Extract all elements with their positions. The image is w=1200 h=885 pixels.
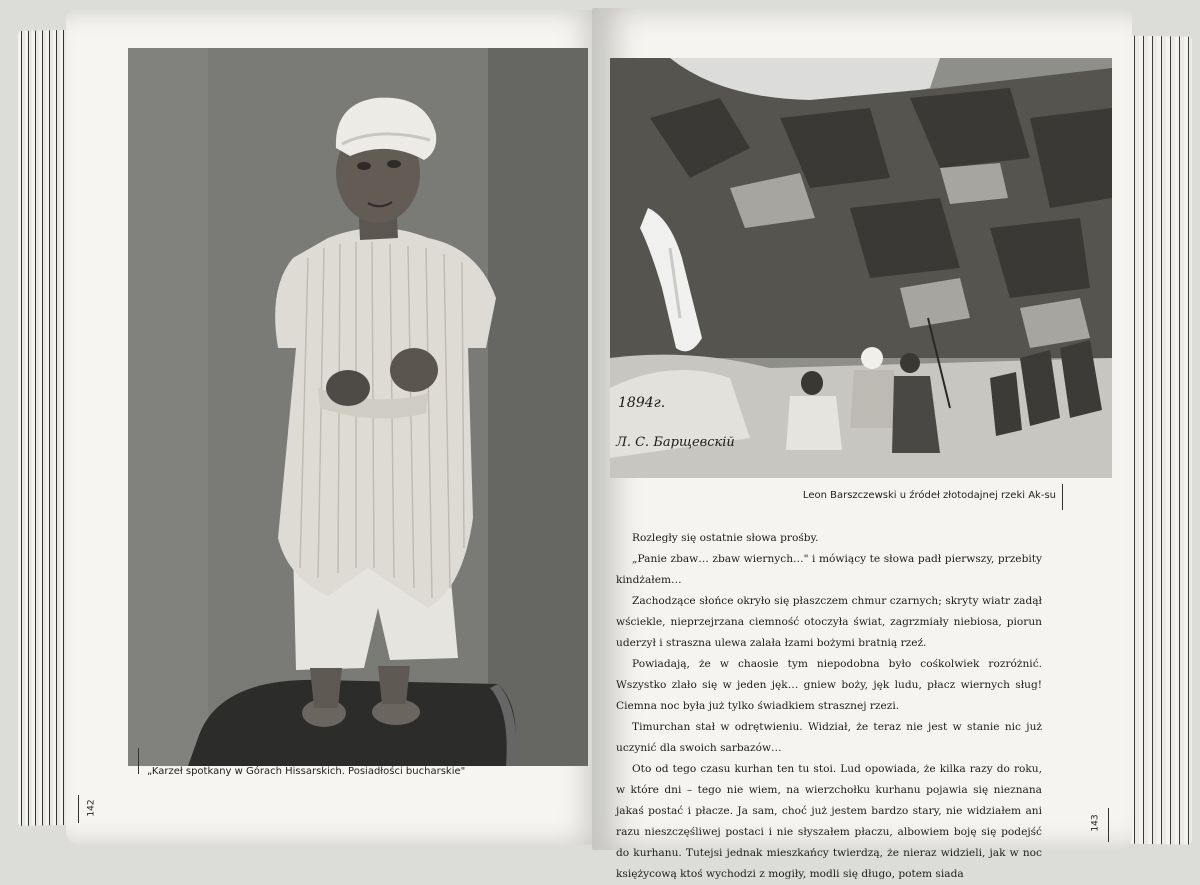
paragraph: Rozległy się ostatnie słowa prośby.: [632, 532, 819, 544]
paragraph: „Panie zbaw… zbaw wiernych…" i mówiący te słowa padł pierwszy, przebity kindżałem…: [616, 553, 1042, 586]
paragraph: Zachodzące słońce okryło się płaszczem chmur czarnych; skryty wiatr zadął wściekle, nieprzejrzana ciemność otoczyła świat, zagrzmiały niebiosa, piorun uderzył i straszna ulewa zalała łzami bożymi bratnią rzeź.: [616, 595, 1042, 649]
body-text: [616, 528, 1042, 885]
right-page-number: [1090, 808, 1109, 842]
portrait-illustration: [128, 48, 588, 766]
left-page-number: [78, 795, 97, 823]
portrait-photo: [128, 48, 588, 766]
paragraph: Oto od tego czasu kurhan ten tu stoi. Lud opowiada, że kilka razy do roku, w które dni – tego nie wiem, na wierzchołku kurhanu pojawia się nieznana jakaś postać i płacze. Ja sam, choć już jestem bardzo stary, nie widziałem ani razu nieszczęśliwej postaci i nie słyszałem płaczu, albowiem boję się podejść do kurhanu. Tutejsi jednak mieszkańcy twierdzą, że nieraz widzieli, jak w noc księżycową ktoś wychodzi z mogiły, modli się długo, potem siada: [616, 763, 1042, 880]
right-caption-text: Leon Barszczewski u źródeł złotodajnej rzeki Ak-su: [802, 490, 1056, 501]
paragraph: Timurchan stał w odrętwieniu. Widział, że teraz nie jest w stanie nic już uczynić dla swoich sarbazów…: [616, 721, 1042, 754]
paragraph: Powiadają, że w chaosie tym niepodobna było cośkolwiek rozróżnić. Wszystko zlało się w jeden jęk… gniew boży, jęk ludu, płacz wiernych sług! Ciemna noc była już tylko świadkiem strasznej rzezi.: [616, 658, 1042, 712]
left-caption-text: „Karzeł spotkany w Górach Hissarskich. Posiadłości bucharskie": [147, 766, 466, 777]
inscription-signature: Л. С. Барщевскiй: [616, 435, 735, 450]
left-photo-caption: [138, 748, 585, 777]
inscription-year: 1894г.: [618, 395, 666, 411]
landscape-illustration: [610, 58, 1112, 478]
left-page-number-text: 142: [86, 799, 97, 817]
landscape-photo: [610, 58, 1112, 478]
right-photo-caption: [700, 484, 1063, 510]
right-page-number-text: 143: [1090, 814, 1101, 832]
